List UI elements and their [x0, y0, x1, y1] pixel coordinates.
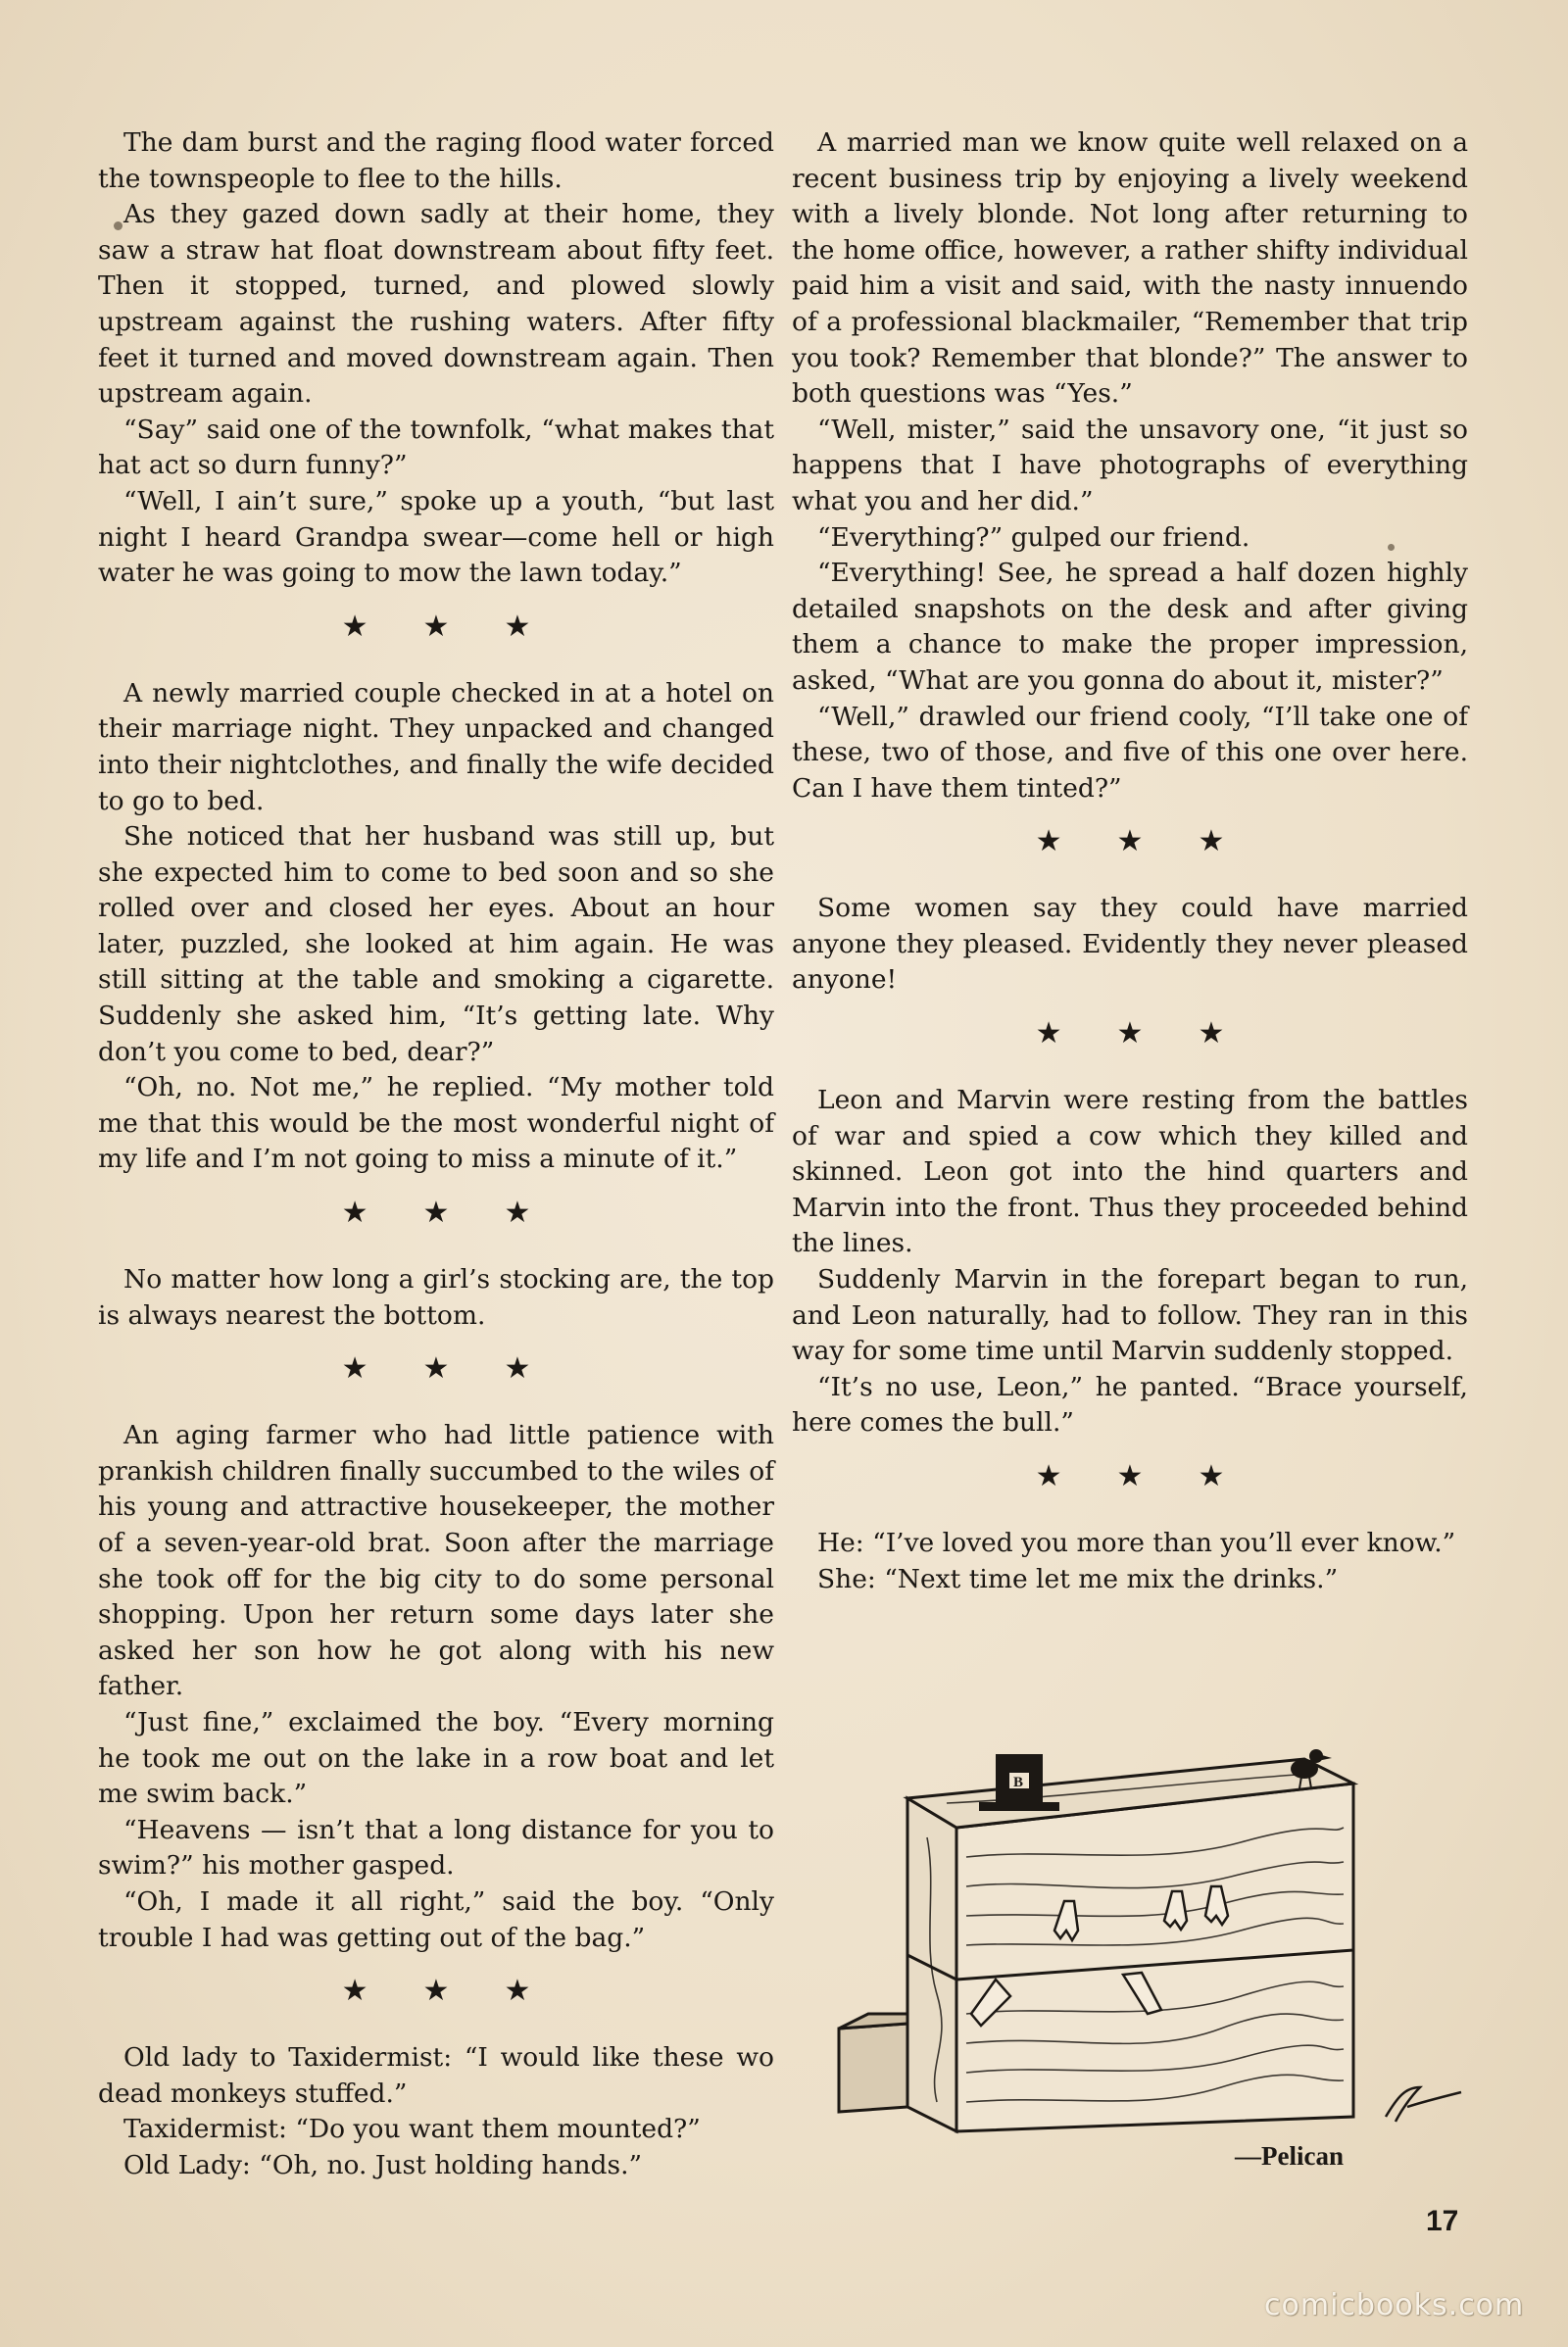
star-separator: ★★★	[1035, 824, 1280, 859]
stocks-front-board	[956, 1784, 1353, 2131]
pillory-cartoon-illustration	[800, 1730, 1476, 2141]
joke-paragraph: No matter how long a girl’s stocking are, the top is always nearest the bottom.	[98, 1264, 774, 1331]
joke-paragraph: A married man we know quite well relaxed on a recent business trip by enjoying a lively weekend with a lively blonde. Not long after returning to the home office, however, a rather shifty individual paid him a visit and said, with the nasty innuendo of a professional blackmailer, “Remember that trip you took? Remember that blonde?” The answer to both questions was “Yes.”	[792, 127, 1468, 410]
star-separator: ★★★	[341, 609, 586, 644]
joke-paragraph: Suddenly Marvin in the forepart began to run, and Leon naturally, had to follow. They ran in this way for some time until Marvin suddenly stopped.	[792, 1264, 1468, 1367]
joke-paragraph: “Heavens — isn’t that a long distance for you to swim?” his mother gasped.	[98, 1814, 774, 1882]
joke-paragraph: She: “Next time let me mix the drinks.”	[817, 1563, 1339, 1594]
joke-paragraph: Some women say they could have married anyone they pleased. Evidently they never pleased anyone!	[792, 893, 1468, 996]
artist-signature	[1386, 2087, 1461, 2122]
star-separator: ★★★	[1035, 1016, 1280, 1051]
joke-paragraph: As they gazed down sadly at their home, they saw a straw hat float downstream about fifty feet. Then it stopped, turned, and plowed slowly upstream against the rushing waters. After fifty feet it turned and moved downstream again. Then upstream again.	[98, 199, 774, 410]
left-column	[98, 125, 774, 2184]
joke-paragraph: Old Lady: “Oh, no. Just holding hands.”	[123, 2149, 643, 2180]
star-separator: ★★★	[341, 1351, 586, 1387]
star-separator: ★★★	[1035, 1459, 1280, 1493]
joke-paragraph: Old lady to Taxidermist: “I would like these wo dead monkeys stuffed.”	[98, 2042, 774, 2109]
page-number: 17	[1426, 2205, 1459, 2237]
star-separator: ★★★	[341, 1196, 586, 1231]
joke-paragraph: Taxidermist: “Do you want them mounted?”	[123, 2114, 701, 2145]
joke-paragraph: “Well, mister,” said the unsavory one, “it just so happens that I have photographs of everything what you and her did.”	[792, 414, 1468, 516]
joke-paragraph: He: “I’ve loved you more than you’ll ever know.”	[817, 1528, 1456, 1558]
source-credit: —Pelican	[1235, 2141, 1344, 2171]
joke-paragraph: “Well,” drawled our friend cooly, “I’ll take one of these, two of those, and five of this one over here. Can I have them tinted?”	[792, 701, 1468, 804]
joke-paragraph: The dam burst and the raging flood water forced the townspeople to flee to the hills.	[98, 127, 774, 194]
right-column	[792, 125, 1468, 1597]
joke-paragraph: She noticed that her husband was still up, but she expected him to come to bed soon and so she rolled over and closed her eyes. About an hour later, puzzled, she looked at him again. He was still sitting at the table and smoking a cigarette. Suddenly she asked him, “It’s getting late. Why don’t you come to bed, dear?”	[98, 821, 774, 1067]
joke-paragraph: An aging farmer who had little patience with prankish children finally succumbed to the wiles of his young and attractive housekeeper, the mother of a seven-year-old brat. Soon after the marriage she took off for the big city to do some personal shopping. Upon her return some days later she asked her son how he got along with his new father.	[98, 1420, 774, 1702]
joke-paragraph: “It’s no use, Leon,” he panted. “Brace yourself, here comes the bull.”	[792, 1371, 1468, 1439]
joke-paragraph: A newly married couple checked in at a hotel on their marriage night. They unpacked and changed into their nightclothes, and finally the wife decided to go to bed.	[98, 677, 774, 816]
svg-text:B: B	[1013, 1775, 1024, 1790]
joke-paragraph: “Say” said one of the townfolk, “what makes that hat act so durn funny?”	[98, 414, 774, 481]
star-separator: ★★★	[341, 1974, 586, 2009]
joke-paragraph: Leon and Marvin were resting from the battles of war and spied a cow which they killed and skinned. Leon got into the hind quarters and Marvin into the front. Thus they proceeded behind the lines.	[792, 1085, 1468, 1259]
step-box	[839, 2024, 907, 2112]
joke-paragraph: “Oh, I made it all right,” said the boy. “Only trouble I had was getting out of the bag.”	[98, 1885, 774, 1953]
joke-paragraph: “Just fine,” exclaimed the boy. “Every morning he took me out on the lake in a row boat and let me swim back.”	[98, 1706, 774, 1810]
joke-paragraph: “Everything?” gulped our friend.	[817, 521, 1250, 553]
joke-paragraph: “Everything! See, he spread a half dozen highly detailed snapshots on the desk and after giving them a chance to make the proper impression, asked, “What are you gonna do about it, mister?”	[792, 558, 1468, 696]
joke-paragraph: “Oh, no. Not me,” he replied. “My mother told me that this would be the most wonderful night of my life and I’m not going to miss a minute of it.”	[98, 1072, 774, 1175]
joke-paragraph: “Well, I ain’t sure,” spoke up a youth, “but last night I heard Grandpa swear—come hell or high water he was going to mow the lawn today.”	[98, 485, 774, 589]
site-watermark: comicbooks.com	[1264, 2288, 1525, 2323]
